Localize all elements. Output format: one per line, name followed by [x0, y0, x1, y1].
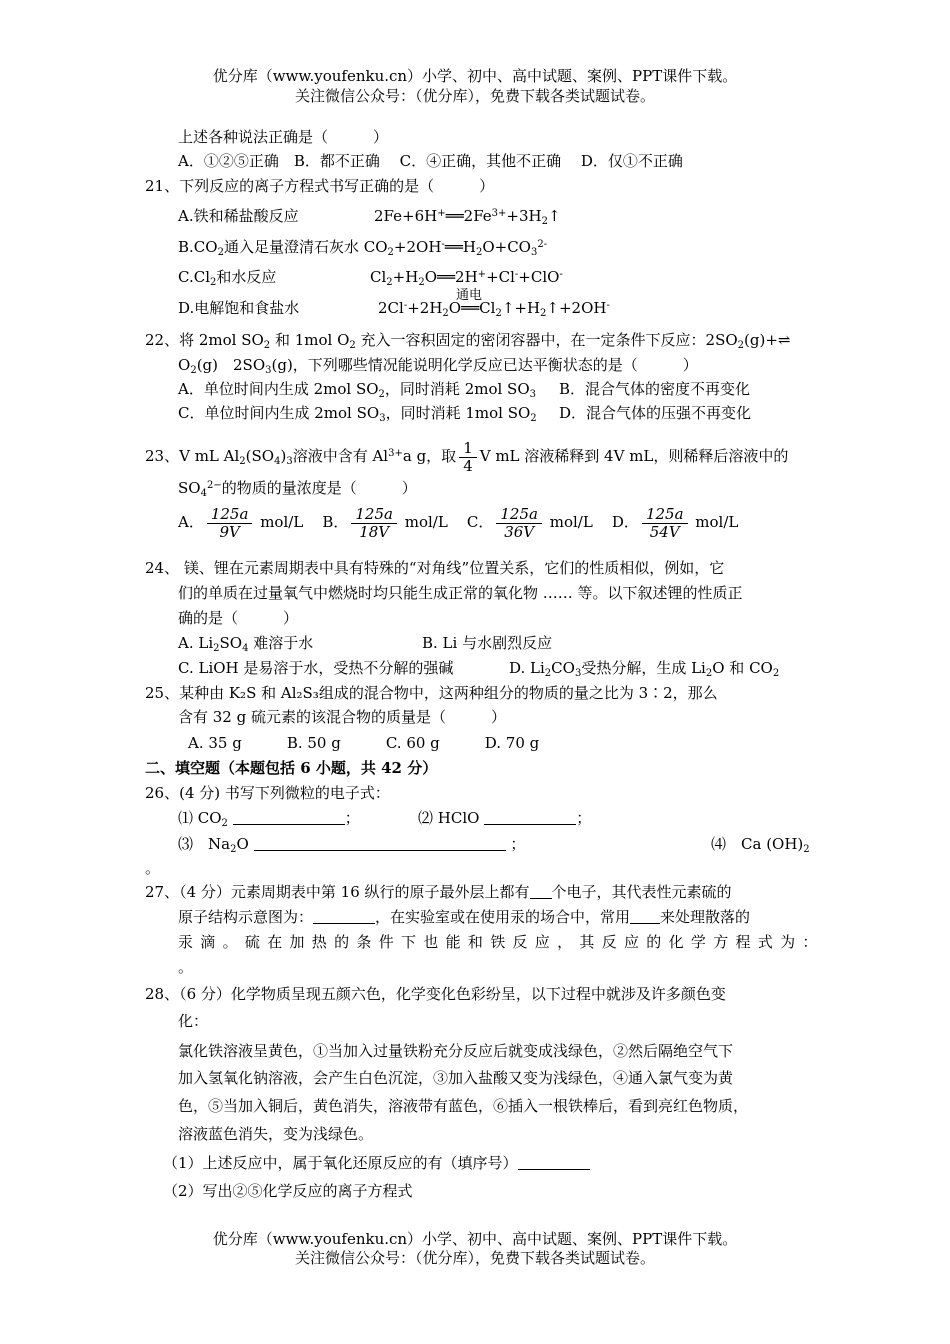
q28-para-line-1: 氯化铁溶液呈黄色，①当加入过量铁粉充分反应后就变成浅绿色，②然后隔绝空气下: [178, 1042, 734, 1060]
q21-electrolysis-condition: 通电: [456, 288, 483, 303]
q26-item-3: ⑶ $Na_2O$ ；: [178, 835, 526, 855]
q28-sub-question-1: （1）上述反应中，属于氧化还原反应的有（填序号）: [163, 1153, 590, 1173]
q26-stem: 26、(4 分) 书写下列微粒的电子式：: [145, 784, 390, 802]
q23-option-b: B． $\frac{125a}{18V}$ mol/L: [322, 504, 448, 541]
q26-blank-2[interactable]: [484, 810, 576, 825]
q25-stem-line-1: 25、某种由 K₂S 和 Al₂S₃组成的混合物中，这两种组分的物质的量之比为 3∶2，那么: [145, 684, 718, 702]
reversible-arrow-icon: ⇌: [777, 331, 791, 349]
header-line-2: 关注微信公众号：（优分库），免费下载各类试题试卷。: [294, 87, 655, 105]
q24-option-d: D. $Li_2CO_3$受热分解，生成 $Li_2O$ 和 $CO_2$: [509, 659, 780, 679]
q24-stem-line-3: 确的是（ ）: [178, 609, 299, 627]
q28-para-line-3: 色，⑤当加入铜后，黄色消失，溶液带有蓝色，⑥插入一根铁棒后，看到亮红色物质，: [178, 1097, 749, 1115]
footer-line-1: 优分库（www.youfenku.cn）小学、初中、高中试题、案例、PPT课件下载。: [212, 1230, 738, 1248]
q25-options: A. 35 g B. 50 g C. 60 g D. 70 g: [188, 734, 540, 752]
q24-option-a: A. $Li_2SO_4$ 难溶于水: [178, 634, 314, 654]
q23-option-d: D． $\frac{125a}{54V}$ mol/L: [611, 504, 739, 541]
footer-line-2: 关注微信公众号：（优分库），免费下载各类试题试卷。: [294, 1249, 655, 1267]
q20-options: A．①②⑤正确 B．都不正确 C．④正确，其他不正确 D．仅①不正确: [178, 152, 683, 170]
q26-item-2: ⑵ HClO ；: [418, 809, 592, 827]
q21-equation-d: $2Cl^-+2H_2O══Cl_2↑+H_2↑+2OH^-$: [378, 299, 610, 319]
q26-blank-1[interactable]: [233, 810, 345, 825]
q27-line-3: 汞滴。硫在加热的条件下也能和铁反应，其反应的化学方程式为：: [178, 933, 825, 951]
q23-stem-line-2: $SO_4^{2-}$的物质的量浓度是（ ）: [178, 479, 417, 499]
q24-stem-line-1: 24、 镁、锂在元素周期表中具有特殊的“对角线”位置关系，它们的性质相似，例如，它: [145, 559, 725, 577]
q28-blank-1[interactable]: [518, 1155, 590, 1170]
q26-item-1: ⑴ $CO_2$ ；: [178, 809, 360, 829]
q21-option-a: A.铁和稀盐酸反应: [178, 207, 299, 225]
q22-option-b: B．混合气体的密度不再变化: [559, 380, 751, 398]
q28-para-line-2: 加入氢氧化钠溶液，会产生白色沉淀，③加入盐酸又变为浅绿色，④通入氯气变为黄: [178, 1069, 734, 1087]
q23-fraction: $\frac{1}{4}$: [459, 440, 477, 475]
q24-option-b: B. Li 与水剧烈反应: [422, 634, 553, 652]
q26-item-4: ⑷ Ca $(OH)_2$: [711, 835, 810, 855]
q22-option-d: D．混合气体的压强不再变化: [559, 404, 752, 422]
q21-stem: 21、下列反应的离子方程式书写正确的是（ ）: [145, 177, 495, 195]
q22-stem-line-1: 22、将 2mol $SO_2$ 和 1mol $O_2$ 充入一容积固定的密闭容器中，在一定条件下反应：$2SO_2(g)+\rightleftharpoons$: [145, 331, 791, 351]
q27-line-4: 。: [178, 958, 194, 976]
q28-para-line-4: 溶液蓝色消失，变为浅绿色。: [178, 1125, 374, 1143]
q23-stem-line-1: 23、V mL $Al_2(SO_4)_3$溶液中含有 $Al^{3+}a$ g，取 $\frac{1}{4}$ V mL 溶液稀释到 4V mL，则稀释后溶液中的: [145, 438, 789, 475]
q23-option-c: C． $\frac{125a}{36V}$ mol/L: [466, 504, 593, 541]
q22-option-a: A．单位时间内生成 2mol $SO_2$，同时消耗 2mol $SO_3$: [178, 380, 537, 400]
q27-line-1: 27、（4 分）元素周期表中第 16 纵行的原子最外层上都有 个电子，其代表性元素硫的: [145, 883, 732, 901]
q28-stem-line-1: 28、（6 分）化学物质呈现五颜六色，化学变化色彩纷呈，以下过程中就涉及许多颜色变: [145, 985, 726, 1003]
section-2-heading: 二、填空题（本题包括 6 小题，共 42 分）: [145, 759, 438, 777]
q23-options: [178, 502, 738, 542]
q22-option-c: C．单位时间内生成 2mol $SO_3$，同时消耗 1mol $SO_2$: [178, 404, 537, 424]
q24-stem-line-2: 们的单质在过量氧气中燃烧时均只能生成正常的氧化物 …… 等。以下叙述锂的性质正: [178, 584, 743, 602]
q21-option-d: D.电解饱和食盐水: [178, 299, 300, 317]
q21-equation-a: $2Fe+6H^+══2Fe^{3+}+3H_2↑$: [374, 207, 561, 227]
q27-blank-3[interactable]: [630, 909, 660, 924]
q27-line-2: 原子结构示意图为： ，在实验室或在使用汞的场合中，常用 来处理散落的: [178, 908, 751, 926]
q25-stem-line-2: 含有 32 g 硫元素的该混合物的质量是（ ）: [178, 708, 506, 726]
q21-option-b: $B.CO_2$通入足量澄清石灰水 $CO_2+2OH^-══H_2O+CO_3^{2-}$: [178, 238, 548, 258]
header-line-1: 优分库（www.youfenku.cn）小学、初中、高中试题、案例、PPT课件下载。: [212, 67, 738, 85]
q20-stem: 上述各种说法正确是（ ）: [178, 128, 389, 146]
q28-stem-line-2: 化：: [178, 1012, 209, 1030]
q21-equation-c: $Cl_2+H_2O══2H^++Cl^-+ClO^-$: [370, 268, 563, 288]
q26-end-mark: 。: [145, 859, 161, 877]
q21-option-c: $C.Cl_2$和水反应: [178, 268, 277, 288]
q24-option-c: C. LiOH 是易溶于水，受热不分解的强碱: [178, 659, 454, 677]
q26-blank-3[interactable]: [254, 836, 506, 851]
q22-stem-line-2: $O_2(g)$ $2SO_3(g)$，下列哪些情况能说明化学反应已达平衡状态的是（ ）: [178, 356, 698, 376]
q28-sub-question-2: （2）写出②⑤化学反应的离子方程式: [163, 1182, 413, 1200]
q23-option-a: A． $\frac{125a}{9V}$ mol/L: [178, 504, 304, 541]
q27-blank-1[interactable]: [530, 884, 552, 899]
q27-blank-2[interactable]: [313, 909, 375, 924]
